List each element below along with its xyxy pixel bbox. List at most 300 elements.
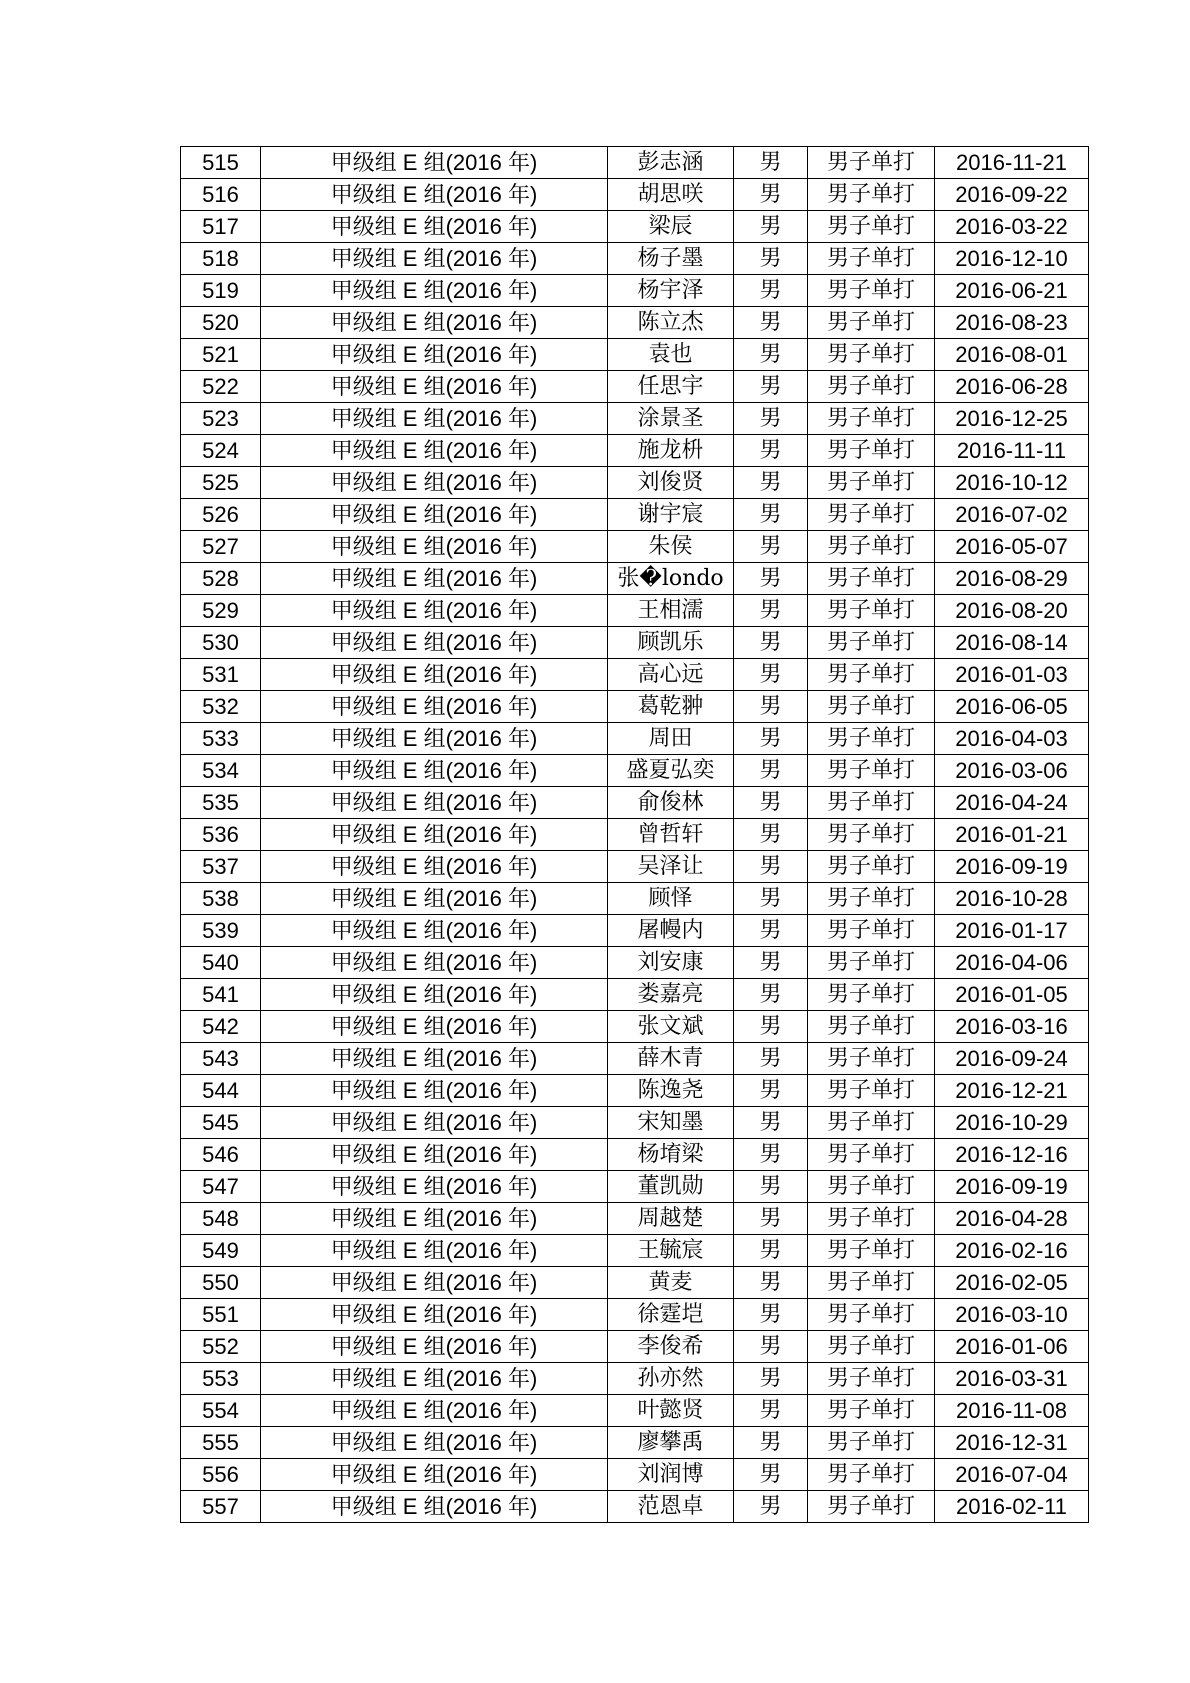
table-row <box>181 1459 1089 1491</box>
cell-number: 545 <box>181 1107 261 1139</box>
cell-gender: 男 <box>734 1235 808 1267</box>
cell-birth-date: 2016-02-16 <box>935 1235 1089 1267</box>
cell-number: 518 <box>181 243 261 275</box>
cell-gender: 男 <box>734 147 808 179</box>
cell-gender: 男 <box>734 1363 808 1395</box>
cell-birth-date: 2016-09-24 <box>935 1043 1089 1075</box>
cell-gender: 男 <box>734 787 808 819</box>
table-row <box>181 1171 1089 1203</box>
table-row <box>181 211 1089 243</box>
table-row <box>181 1203 1089 1235</box>
table-row <box>181 1427 1089 1459</box>
cell-group: 甲级组 E 组(2016 年) <box>261 947 608 979</box>
cell-number: 543 <box>181 1043 261 1075</box>
cell-number: 531 <box>181 659 261 691</box>
table-row <box>181 915 1089 947</box>
cell-number: 536 <box>181 819 261 851</box>
cell-group: 甲级组 E 组(2016 年) <box>261 1459 608 1491</box>
cell-player-name: 孙亦然 <box>608 1363 734 1395</box>
cell-birth-date: 2016-01-06 <box>935 1331 1089 1363</box>
cell-group: 甲级组 E 组(2016 年) <box>261 1203 608 1235</box>
cell-event: 男子单打 <box>808 1459 935 1491</box>
cell-player-name: 曾哲轩 <box>608 819 734 851</box>
cell-event: 男子单打 <box>808 947 935 979</box>
cell-number: 557 <box>181 1491 261 1523</box>
cell-event: 男子单打 <box>808 179 935 211</box>
cell-birth-date: 2016-11-08 <box>935 1395 1089 1427</box>
cell-group: 甲级组 E 组(2016 年) <box>261 1171 608 1203</box>
cell-birth-date: 2016-03-06 <box>935 755 1089 787</box>
cell-event: 男子单打 <box>808 1299 935 1331</box>
cell-birth-date: 2016-08-01 <box>935 339 1089 371</box>
cell-player-name: 薛木青 <box>608 1043 734 1075</box>
cell-group: 甲级组 E 组(2016 年) <box>261 1043 608 1075</box>
cell-group: 甲级组 E 组(2016 年) <box>261 659 608 691</box>
cell-event: 男子单打 <box>808 1043 935 1075</box>
cell-group: 甲级组 E 组(2016 年) <box>261 211 608 243</box>
cell-player-name: 刘润博 <box>608 1459 734 1491</box>
cell-group: 甲级组 E 组(2016 年) <box>261 787 608 819</box>
cell-birth-date: 2016-12-10 <box>935 243 1089 275</box>
table-row <box>181 435 1089 467</box>
cell-gender: 男 <box>734 1107 808 1139</box>
cell-number: 538 <box>181 883 261 915</box>
cell-player-name: 杨子墨 <box>608 243 734 275</box>
cell-number: 539 <box>181 915 261 947</box>
cell-number: 542 <box>181 1011 261 1043</box>
cell-gender: 男 <box>734 1395 808 1427</box>
cell-group: 甲级组 E 组(2016 年) <box>261 1427 608 1459</box>
cell-gender: 男 <box>734 723 808 755</box>
cell-gender: 男 <box>734 1203 808 1235</box>
cell-group: 甲级组 E 组(2016 年) <box>261 563 608 595</box>
table-row <box>181 531 1089 563</box>
cell-gender: 男 <box>734 627 808 659</box>
table-row <box>181 947 1089 979</box>
cell-group: 甲级组 E 组(2016 年) <box>261 339 608 371</box>
cell-event: 男子单打 <box>808 467 935 499</box>
roster-table <box>180 146 1089 1523</box>
cell-gender: 男 <box>734 947 808 979</box>
cell-birth-date: 2016-01-21 <box>935 819 1089 851</box>
table-row <box>181 563 1089 595</box>
cell-group: 甲级组 E 组(2016 年) <box>261 979 608 1011</box>
table-row <box>181 1043 1089 1075</box>
cell-player-name: 盛夏弘奕 <box>608 755 734 787</box>
table-row <box>181 979 1089 1011</box>
cell-event: 男子单打 <box>808 211 935 243</box>
cell-event: 男子单打 <box>808 883 935 915</box>
cell-number: 519 <box>181 275 261 307</box>
cell-player-name: 王毓宸 <box>608 1235 734 1267</box>
cell-gender: 男 <box>734 1043 808 1075</box>
cell-gender: 男 <box>734 531 808 563</box>
cell-birth-date: 2016-04-03 <box>935 723 1089 755</box>
cell-group: 甲级组 E 组(2016 年) <box>261 1075 608 1107</box>
cell-group: 甲级组 E 组(2016 年) <box>261 883 608 915</box>
cell-gender: 男 <box>734 499 808 531</box>
table-row <box>181 371 1089 403</box>
cell-event: 男子单打 <box>808 147 935 179</box>
cell-event: 男子单打 <box>808 1235 935 1267</box>
cell-number: 523 <box>181 403 261 435</box>
cell-number: 548 <box>181 1203 261 1235</box>
cell-birth-date: 2016-02-05 <box>935 1267 1089 1299</box>
cell-gender: 男 <box>734 979 808 1011</box>
cell-group: 甲级组 E 组(2016 年) <box>261 755 608 787</box>
cell-player-name: 范恩卓 <box>608 1491 734 1523</box>
cell-number: 522 <box>181 371 261 403</box>
cell-player-name: 刘俊贤 <box>608 467 734 499</box>
cell-event: 男子单打 <box>808 1427 935 1459</box>
table-row <box>181 1235 1089 1267</box>
cell-number: 550 <box>181 1267 261 1299</box>
cell-gender: 男 <box>734 1075 808 1107</box>
cell-gender: 男 <box>734 1331 808 1363</box>
table-row <box>181 339 1089 371</box>
cell-player-name: 娄嘉亮 <box>608 979 734 1011</box>
cell-birth-date: 2016-12-21 <box>935 1075 1089 1107</box>
cell-number: 555 <box>181 1427 261 1459</box>
cell-player-name: 朱侯 <box>608 531 734 563</box>
cell-birth-date: 2016-07-02 <box>935 499 1089 531</box>
cell-event: 男子单打 <box>808 1203 935 1235</box>
cell-group: 甲级组 E 组(2016 年) <box>261 627 608 659</box>
cell-gender: 男 <box>734 371 808 403</box>
cell-player-name: 张文斌 <box>608 1011 734 1043</box>
cell-player-name: 陈立杰 <box>608 307 734 339</box>
cell-gender: 男 <box>734 1299 808 1331</box>
cell-gender: 男 <box>734 1139 808 1171</box>
cell-event: 男子单打 <box>808 787 935 819</box>
cell-group: 甲级组 E 组(2016 年) <box>261 1107 608 1139</box>
cell-number: 515 <box>181 147 261 179</box>
cell-number: 516 <box>181 179 261 211</box>
table-row <box>181 723 1089 755</box>
cell-number: 526 <box>181 499 261 531</box>
cell-birth-date: 2016-01-05 <box>935 979 1089 1011</box>
cell-event: 男子单打 <box>808 723 935 755</box>
cell-gender: 男 <box>734 595 808 627</box>
cell-gender: 男 <box>734 307 808 339</box>
cell-group: 甲级组 E 组(2016 年) <box>261 499 608 531</box>
cell-birth-date: 2016-05-07 <box>935 531 1089 563</box>
cell-player-name: 胡思咲 <box>608 179 734 211</box>
cell-gender: 男 <box>734 691 808 723</box>
cell-group: 甲级组 E 组(2016 年) <box>261 179 608 211</box>
cell-event: 男子单打 <box>808 819 935 851</box>
cell-group: 甲级组 E 组(2016 年) <box>261 243 608 275</box>
cell-group: 甲级组 E 组(2016 年) <box>261 147 608 179</box>
cell-gender: 男 <box>734 1427 808 1459</box>
cell-player-name: 廖攀禹 <box>608 1427 734 1459</box>
cell-gender: 男 <box>734 851 808 883</box>
cell-group: 甲级组 E 组(2016 年) <box>261 595 608 627</box>
cell-player-name: 李俊希 <box>608 1331 734 1363</box>
cell-group: 甲级组 E 组(2016 年) <box>261 1299 608 1331</box>
table-row <box>181 1331 1089 1363</box>
cell-birth-date: 2016-10-28 <box>935 883 1089 915</box>
table-row <box>181 1363 1089 1395</box>
table-row <box>181 755 1089 787</box>
cell-gender: 男 <box>734 179 808 211</box>
cell-birth-date: 2016-06-28 <box>935 371 1089 403</box>
cell-player-name: 顾怿 <box>608 883 734 915</box>
table-row <box>181 499 1089 531</box>
table-row <box>181 627 1089 659</box>
cell-gender: 男 <box>734 275 808 307</box>
cell-event: 男子单打 <box>808 275 935 307</box>
cell-birth-date: 2016-06-21 <box>935 275 1089 307</box>
cell-gender: 男 <box>734 659 808 691</box>
cell-player-name: 王相濡 <box>608 595 734 627</box>
cell-birth-date: 2016-10-12 <box>935 467 1089 499</box>
cell-event: 男子单打 <box>808 371 935 403</box>
cell-player-name: 杨宇泽 <box>608 275 734 307</box>
cell-number: 520 <box>181 307 261 339</box>
cell-group: 甲级组 E 组(2016 年) <box>261 1363 608 1395</box>
cell-player-name: 叶懿贤 <box>608 1395 734 1427</box>
cell-event: 男子单打 <box>808 499 935 531</box>
table-row <box>181 1267 1089 1299</box>
cell-group: 甲级组 E 组(2016 年) <box>261 691 608 723</box>
cell-gender: 男 <box>734 883 808 915</box>
cell-birth-date: 2016-08-29 <box>935 563 1089 595</box>
cell-event: 男子单打 <box>808 915 935 947</box>
cell-number: 525 <box>181 467 261 499</box>
cell-number: 532 <box>181 691 261 723</box>
cell-event: 男子单打 <box>808 1139 935 1171</box>
cell-number: 544 <box>181 1075 261 1107</box>
cell-event: 男子单打 <box>808 563 935 595</box>
cell-event: 男子单打 <box>808 1363 935 1395</box>
cell-player-name: 高心远 <box>608 659 734 691</box>
cell-gender: 男 <box>734 1011 808 1043</box>
table-row <box>181 275 1089 307</box>
cell-event: 男子单打 <box>808 1491 935 1523</box>
cell-number: 551 <box>181 1299 261 1331</box>
cell-number: 547 <box>181 1171 261 1203</box>
table-row <box>181 691 1089 723</box>
cell-player-name: 宋知墨 <box>608 1107 734 1139</box>
cell-number: 541 <box>181 979 261 1011</box>
cell-gender: 男 <box>734 1267 808 1299</box>
cell-player-name: 周越楚 <box>608 1203 734 1235</box>
cell-player-name: 涂景圣 <box>608 403 734 435</box>
table-row <box>181 1395 1089 1427</box>
cell-birth-date: 2016-03-22 <box>935 211 1089 243</box>
cell-player-name: 陈逸尧 <box>608 1075 734 1107</box>
cell-birth-date: 2016-04-28 <box>935 1203 1089 1235</box>
table-row <box>181 595 1089 627</box>
cell-event: 男子单打 <box>808 1107 935 1139</box>
cell-group: 甲级组 E 组(2016 年) <box>261 531 608 563</box>
cell-number: 530 <box>181 627 261 659</box>
cell-event: 男子单打 <box>808 1331 935 1363</box>
cell-birth-date: 2016-04-06 <box>935 947 1089 979</box>
cell-player-name: 黄麦 <box>608 1267 734 1299</box>
cell-birth-date: 2016-06-05 <box>935 691 1089 723</box>
cell-birth-date: 2016-08-14 <box>935 627 1089 659</box>
table-row <box>181 307 1089 339</box>
cell-group: 甲级组 E 组(2016 年) <box>261 1267 608 1299</box>
table-row <box>181 1299 1089 1331</box>
table-row <box>181 403 1089 435</box>
cell-birth-date: 2016-04-24 <box>935 787 1089 819</box>
cell-event: 男子单打 <box>808 1075 935 1107</box>
cell-event: 男子单打 <box>808 1267 935 1299</box>
table-row <box>181 851 1089 883</box>
cell-birth-date: 2016-12-31 <box>935 1427 1089 1459</box>
table-row <box>181 1075 1089 1107</box>
cell-number: 527 <box>181 531 261 563</box>
cell-birth-date: 2016-07-04 <box>935 1459 1089 1491</box>
cell-number: 535 <box>181 787 261 819</box>
cell-player-name: 俞俊林 <box>608 787 734 819</box>
cell-event: 男子单打 <box>808 435 935 467</box>
cell-birth-date: 2016-08-20 <box>935 595 1089 627</box>
cell-birth-date: 2016-01-17 <box>935 915 1089 947</box>
cell-gender: 男 <box>734 915 808 947</box>
cell-group: 甲级组 E 组(2016 年) <box>261 1139 608 1171</box>
cell-group: 甲级组 E 组(2016 年) <box>261 819 608 851</box>
cell-event: 男子单打 <box>808 691 935 723</box>
cell-number: 554 <box>181 1395 261 1427</box>
cell-birth-date: 2016-03-31 <box>935 1363 1089 1395</box>
cell-event: 男子单打 <box>808 403 935 435</box>
cell-gender: 男 <box>734 435 808 467</box>
cell-event: 男子单打 <box>808 659 935 691</box>
cell-player-name: 任思宇 <box>608 371 734 403</box>
cell-player-name: 彭志涵 <box>608 147 734 179</box>
cell-gender: 男 <box>734 403 808 435</box>
cell-player-name: 董凯勋 <box>608 1171 734 1203</box>
cell-group: 甲级组 E 组(2016 年) <box>261 1331 608 1363</box>
cell-group: 甲级组 E 组(2016 年) <box>261 851 608 883</box>
cell-number: 556 <box>181 1459 261 1491</box>
cell-event: 男子单打 <box>808 307 935 339</box>
cell-birth-date: 2016-09-19 <box>935 851 1089 883</box>
cell-group: 甲级组 E 组(2016 年) <box>261 307 608 339</box>
cell-number: 549 <box>181 1235 261 1267</box>
table-row <box>181 467 1089 499</box>
cell-group: 甲级组 E 组(2016 年) <box>261 723 608 755</box>
cell-player-name: 周田 <box>608 723 734 755</box>
cell-event: 男子单打 <box>808 755 935 787</box>
cell-birth-date: 2016-11-11 <box>935 435 1089 467</box>
cell-group: 甲级组 E 组(2016 年) <box>261 435 608 467</box>
cell-player-name: 施龙枡 <box>608 435 734 467</box>
table-row <box>181 147 1089 179</box>
cell-number: 553 <box>181 1363 261 1395</box>
cell-gender: 男 <box>734 1459 808 1491</box>
cell-gender: 男 <box>734 819 808 851</box>
cell-event: 男子单打 <box>808 627 935 659</box>
cell-birth-date: 2016-08-23 <box>935 307 1089 339</box>
cell-group: 甲级组 E 组(2016 年) <box>261 1395 608 1427</box>
table-row <box>181 787 1089 819</box>
cell-number: 534 <box>181 755 261 787</box>
cell-player-name: 屠幔内 <box>608 915 734 947</box>
cell-player-name: 刘安康 <box>608 947 734 979</box>
roster-body <box>181 147 1089 1523</box>
table-row <box>181 659 1089 691</box>
cell-birth-date: 2016-09-22 <box>935 179 1089 211</box>
table-row <box>181 819 1089 851</box>
cell-birth-date: 2016-01-03 <box>935 659 1089 691</box>
cell-gender: 男 <box>734 563 808 595</box>
cell-number: 533 <box>181 723 261 755</box>
cell-player-name: 袁也 <box>608 339 734 371</box>
cell-number: 537 <box>181 851 261 883</box>
cell-player-name: 谢宇宸 <box>608 499 734 531</box>
cell-number: 524 <box>181 435 261 467</box>
cell-group: 甲级组 E 组(2016 年) <box>261 1235 608 1267</box>
cell-event: 男子单打 <box>808 851 935 883</box>
cell-birth-date: 2016-11-21 <box>935 147 1089 179</box>
cell-number: 521 <box>181 339 261 371</box>
cell-gender: 男 <box>734 467 808 499</box>
cell-birth-date: 2016-03-10 <box>935 1299 1089 1331</box>
cell-gender: 男 <box>734 755 808 787</box>
cell-number: 517 <box>181 211 261 243</box>
table-row <box>181 1491 1089 1523</box>
cell-event: 男子单打 <box>808 339 935 371</box>
cell-gender: 男 <box>734 211 808 243</box>
cell-number: 540 <box>181 947 261 979</box>
cell-birth-date: 2016-10-29 <box>935 1107 1089 1139</box>
cell-event: 男子单打 <box>808 1011 935 1043</box>
cell-player-name: 梁辰 <box>608 211 734 243</box>
cell-group: 甲级组 E 组(2016 年) <box>261 1491 608 1523</box>
cell-group: 甲级组 E 组(2016 年) <box>261 275 608 307</box>
table-row <box>181 1139 1089 1171</box>
cell-gender: 男 <box>734 1171 808 1203</box>
cell-gender: 男 <box>734 1491 808 1523</box>
table-row <box>181 179 1089 211</box>
cell-player-name: 杨堉梁 <box>608 1139 734 1171</box>
cell-event: 男子单打 <box>808 243 935 275</box>
cell-player-name: 吴泽让 <box>608 851 734 883</box>
cell-group: 甲级组 E 组(2016 年) <box>261 403 608 435</box>
cell-player-name: 张�londo <box>608 563 734 595</box>
cell-number: 546 <box>181 1139 261 1171</box>
table-row <box>181 1107 1089 1139</box>
cell-birth-date: 2016-12-25 <box>935 403 1089 435</box>
cell-gender: 男 <box>734 243 808 275</box>
cell-event: 男子单打 <box>808 1171 935 1203</box>
cell-birth-date: 2016-12-16 <box>935 1139 1089 1171</box>
cell-player-name: 徐霆垲 <box>608 1299 734 1331</box>
cell-event: 男子单打 <box>808 1395 935 1427</box>
cell-group: 甲级组 E 组(2016 年) <box>261 1011 608 1043</box>
cell-event: 男子单打 <box>808 979 935 1011</box>
cell-group: 甲级组 E 组(2016 年) <box>261 467 608 499</box>
cell-player-name: 顾凯乐 <box>608 627 734 659</box>
cell-player-name: 葛乾翀 <box>608 691 734 723</box>
cell-group: 甲级组 E 组(2016 年) <box>261 371 608 403</box>
cell-birth-date: 2016-09-19 <box>935 1171 1089 1203</box>
table-row <box>181 883 1089 915</box>
cell-event: 男子单打 <box>808 531 935 563</box>
cell-gender: 男 <box>734 339 808 371</box>
table-row <box>181 243 1089 275</box>
cell-event: 男子单打 <box>808 595 935 627</box>
cell-number: 552 <box>181 1331 261 1363</box>
cell-group: 甲级组 E 组(2016 年) <box>261 915 608 947</box>
cell-number: 528 <box>181 563 261 595</box>
cell-birth-date: 2016-03-16 <box>935 1011 1089 1043</box>
